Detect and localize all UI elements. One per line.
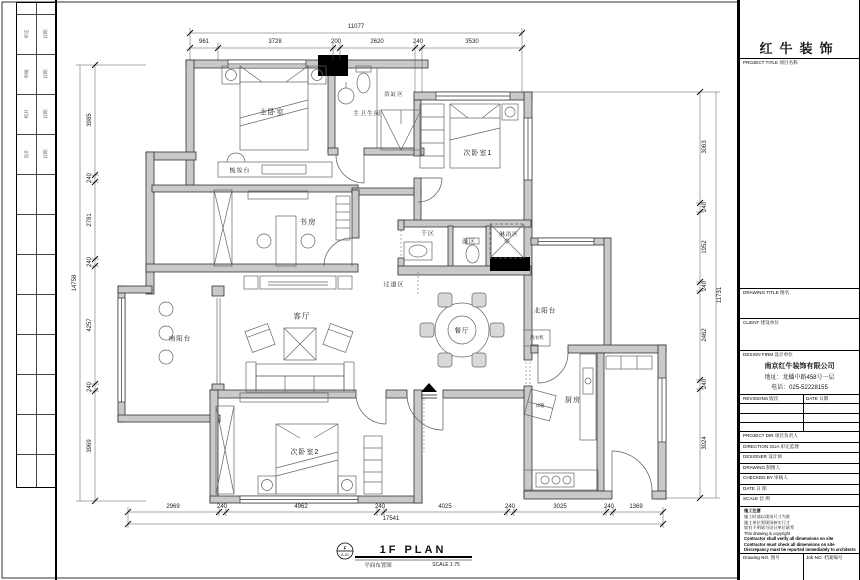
room-label-hallway: 过道区	[383, 282, 405, 289]
stamp-label: 校对	[24, 109, 29, 119]
dim-right-0: 3063	[702, 140, 708, 154]
entry-marker	[421, 383, 437, 398]
dim-bottom-8: 1369	[629, 504, 643, 510]
scale-label: SCALE 比 例	[743, 496, 770, 501]
dim-bottom-7: 240	[603, 504, 615, 510]
dim-top-2: 200	[330, 39, 342, 45]
title-block	[737, 0, 860, 580]
dim-left-1: 240	[87, 172, 93, 184]
job-no-label: Job NO. 档案编号	[806, 555, 843, 560]
dim-top-4: 240	[412, 39, 424, 45]
dim-top-3: 2620	[370, 39, 384, 45]
dim-top-0: 961	[198, 39, 210, 45]
room-label-kitchen: 厨房	[565, 397, 581, 404]
dim-left-2: 2781	[87, 213, 93, 227]
client-label: CLIENT 建设单位	[743, 320, 779, 325]
dim-bottom-5: 240	[504, 504, 516, 510]
dim-right-total: 11731	[717, 286, 723, 304]
room-label-dining: 餐厅	[454, 327, 470, 335]
firm-name: 南京红牛装饰有限公司	[764, 363, 835, 370]
bed2-furniture	[216, 393, 382, 494]
room-label-study: 书房	[299, 217, 317, 227]
revisions-label: REVISIONS 版次	[743, 396, 779, 401]
designer-label: DESIGNER 设计师	[743, 454, 783, 459]
direction-label: DIRECTION GUA 审定监理	[743, 444, 799, 449]
note-line: 如有不明请与设计单位联系	[744, 525, 795, 530]
note-line: This drawing is copyright	[744, 530, 791, 536]
firm-address: 地址：龙蟠中路458号一层	[764, 375, 835, 381]
dim-right-5: 240	[702, 378, 708, 390]
plan-scale: SCALE 1:75	[432, 562, 460, 568]
flue-shaft-middle	[490, 257, 530, 271]
dim-bottom-0: 2969	[166, 504, 180, 510]
room-label-dresser: 梳妆台	[229, 168, 251, 175]
bottom-divider	[803, 553, 804, 580]
plan-subtitle: 平面布置图	[364, 563, 392, 569]
project-title-label: PROJECT TITLE 项目名称	[743, 60, 798, 65]
room-label-master-bedroom: 主卧室	[259, 107, 285, 117]
marker-number: A-01	[340, 553, 350, 557]
furniture	[159, 66, 652, 494]
note-line: 施工时请以现场尺寸为准	[744, 514, 791, 519]
drawing-label: DRAWING 制图人	[743, 465, 781, 470]
project-dir-label: PROJECT DIR 项目负责人	[743, 433, 798, 438]
fridge-label: 冰箱	[535, 403, 545, 408]
note-line: Contractor must check all dimensions on site	[744, 541, 835, 547]
stamp-label: 日期	[43, 149, 48, 159]
date-column-label: DATE 日期	[806, 396, 829, 401]
note-line: 施工单位须现场核实尺寸	[744, 519, 791, 525]
kitchen-door-arc	[538, 353, 568, 383]
dim-bottom-total: 17541	[382, 516, 400, 522]
dim-left-4: 4257	[87, 318, 93, 332]
stamp-label: 审定	[24, 29, 29, 39]
dim-right-4: 2462	[702, 328, 708, 342]
dim-right-6: 3024	[702, 436, 708, 450]
entrance-door-arc	[612, 451, 652, 491]
study-door-arc	[324, 238, 352, 266]
note-line: 施工注意	[744, 508, 761, 513]
stamp-label: 日期	[43, 109, 48, 119]
room-label-wet-area: 湿区	[461, 239, 477, 246]
dim-bottom-3: 240	[374, 504, 386, 510]
room-label-south-balcony: 南阳台	[168, 335, 192, 343]
room-label-bedroom1: 次卧室1	[463, 150, 493, 157]
room-label-dry-area: 干区	[420, 231, 436, 238]
dim-left-total: 14758	[72, 274, 78, 292]
checked-label: CHECKED BY 审核人	[743, 475, 788, 480]
living-furniture	[244, 276, 354, 392]
room-label-tub-area: 浴缸区	[384, 92, 404, 98]
stamp-label: 日期	[43, 69, 48, 79]
dim-bottom-1: 240	[216, 504, 228, 510]
dim-bottom-2: 4962	[294, 504, 308, 510]
stamp-label: 日期	[43, 29, 48, 39]
room-label-master-bath: 主卫生间	[352, 111, 382, 118]
bath-door-arc	[336, 155, 364, 183]
plan-title: 1F PLAN	[379, 544, 447, 556]
date-label: DATE 日 期	[743, 486, 767, 491]
approval-strip	[16, 2, 56, 488]
room-label-bedroom2: 次卧室2	[290, 449, 320, 456]
note-line: Discrepancy must be reported immediately to architects	[744, 547, 856, 552]
dim-top-total: 11077	[347, 24, 365, 30]
washer-label: 洗衣机	[530, 335, 544, 340]
dim-left-5: 240	[87, 381, 93, 393]
dim-right-1: 240	[702, 201, 708, 213]
dim-left-6: 3969	[87, 439, 93, 453]
dimension-lines	[76, 28, 720, 528]
dim-left-0: 3985	[87, 113, 93, 127]
room-label-north-balcony: 北阳台	[533, 307, 557, 315]
entry-door-arc	[407, 394, 443, 430]
stamp-label: 设计	[24, 149, 29, 159]
room-label-living: 客厅	[293, 311, 311, 321]
dim-top-1: 3728	[268, 39, 282, 45]
drawing-title-label: DRAWING TITLE 图名	[743, 290, 790, 295]
dim-right-2: 1952	[702, 240, 708, 254]
dim-top-5: 3530	[465, 39, 479, 45]
dim-right-3: 240	[702, 280, 708, 292]
bed1-furniture	[420, 104, 518, 168]
room-label-shower-area: 淋浴区	[499, 232, 519, 238]
bed1-door-arc	[418, 178, 442, 202]
firm-phone: 电话：025-52228155	[771, 385, 828, 391]
dim-bottom-4: 4025	[438, 504, 452, 510]
kitchen-furniture	[524, 330, 652, 490]
design-firm-label: DESIGN FIRM 设计单位	[743, 352, 793, 357]
brand-name: 红牛装饰	[759, 41, 840, 56]
stamp-label: 审核	[24, 69, 29, 79]
dim-bottom-6: 3025	[553, 504, 567, 510]
bed2-door-arc	[356, 394, 386, 424]
dim-left-3: 240	[87, 256, 93, 268]
drawing-no-label: Drawing NO. 图号	[743, 555, 780, 560]
marker-letter: F	[343, 545, 347, 551]
note-line: Contractor shall verify all dimensions on site	[744, 536, 834, 541]
study-furniture	[214, 190, 350, 266]
